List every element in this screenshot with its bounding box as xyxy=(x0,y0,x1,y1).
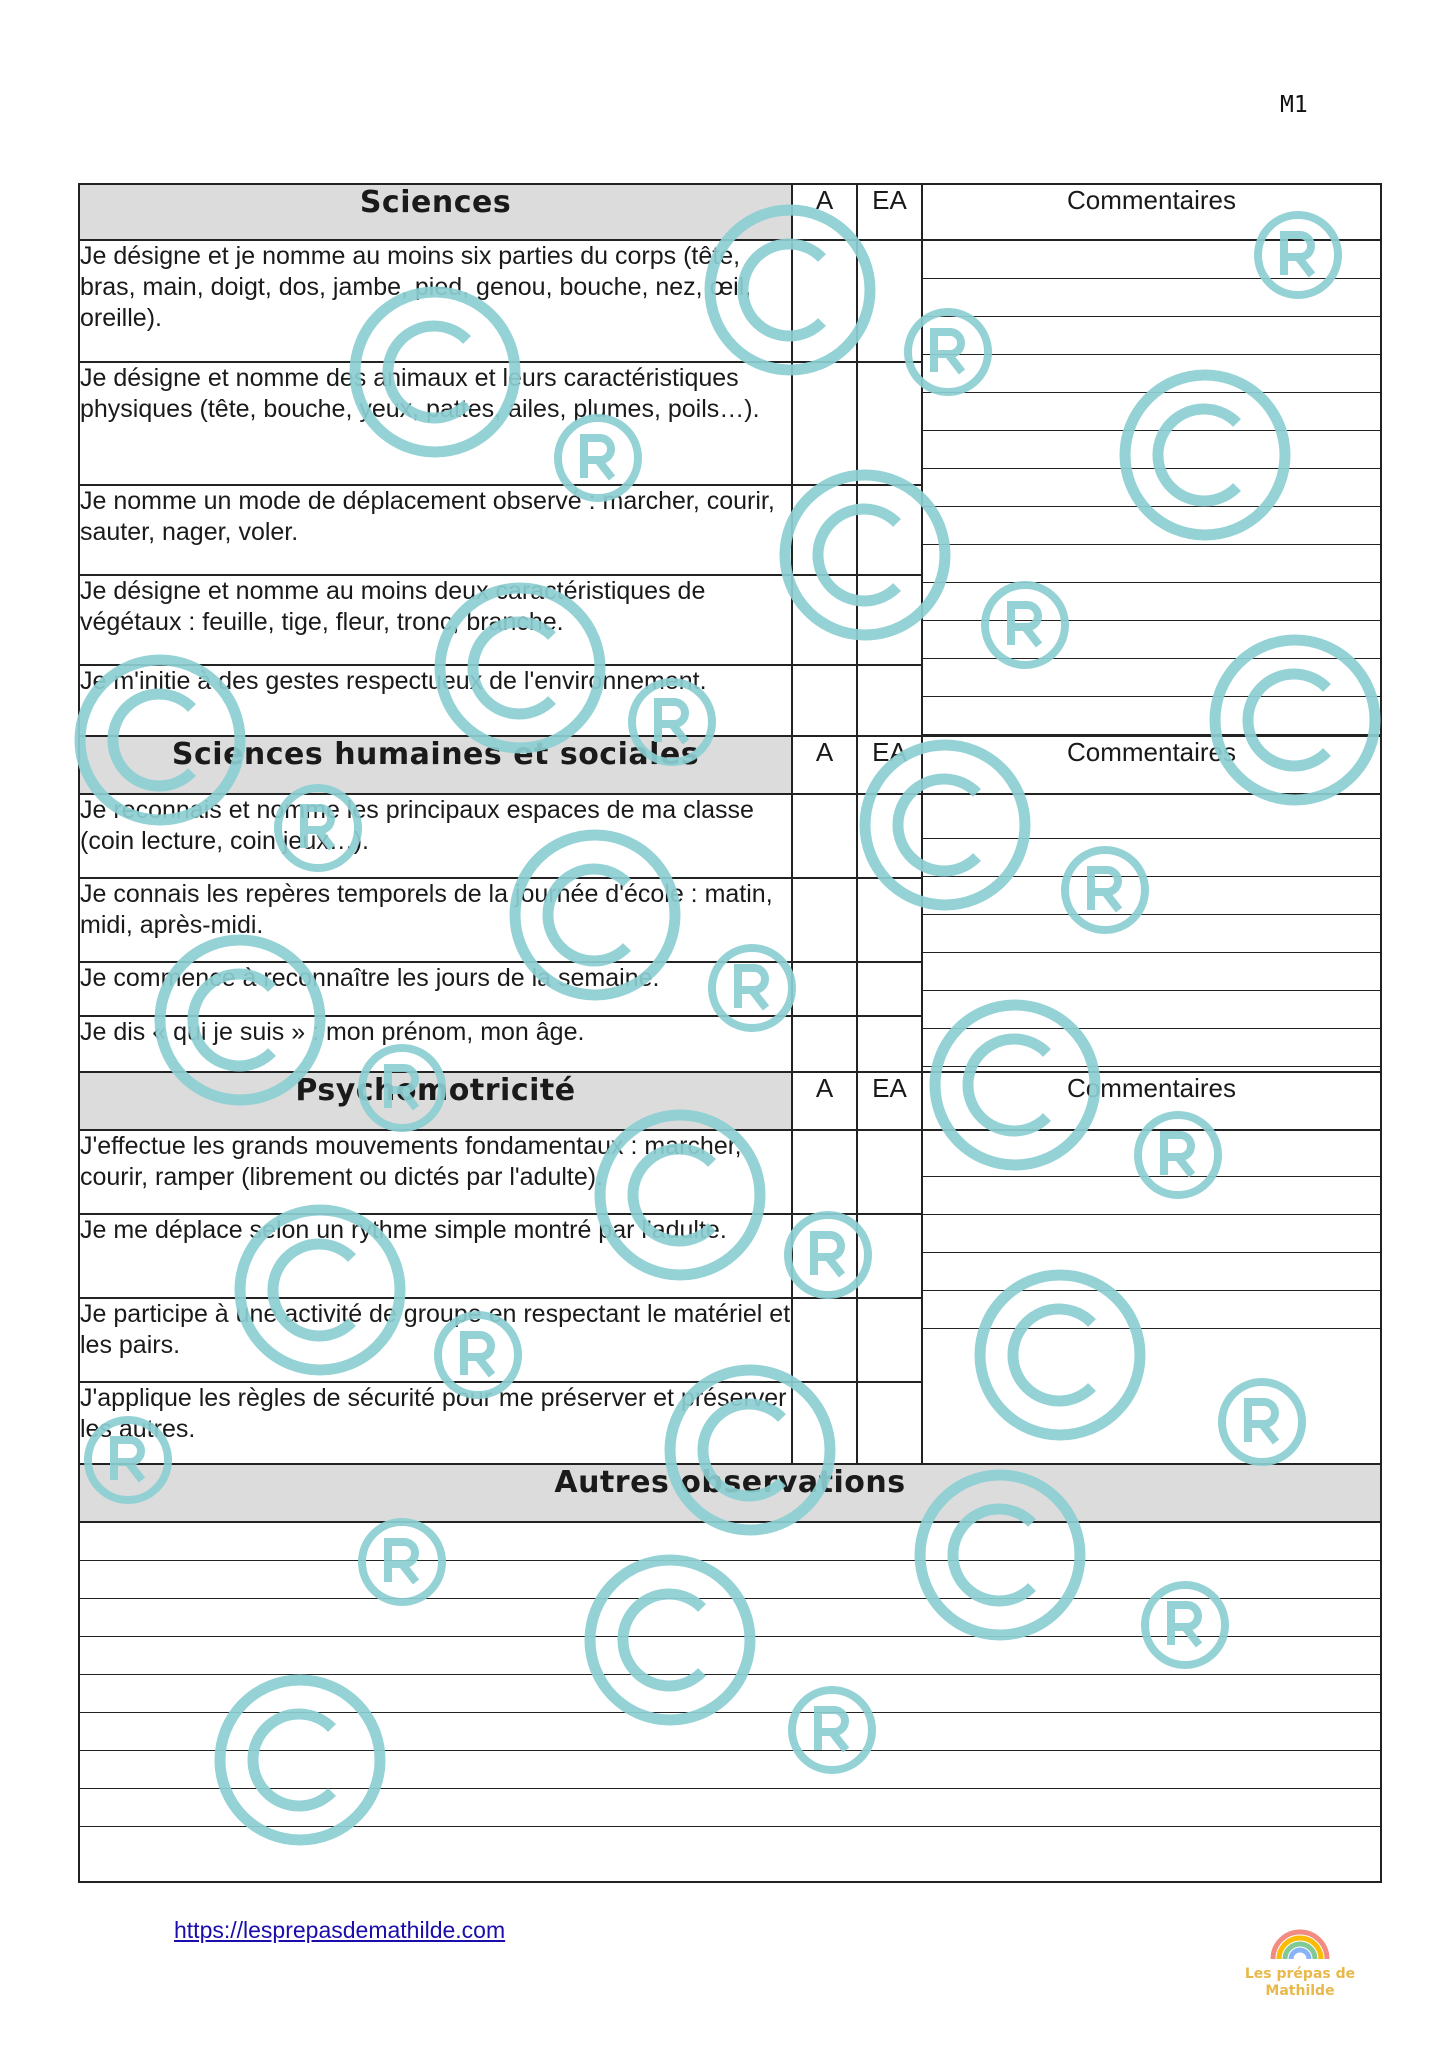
observations-area[interactable] xyxy=(79,1522,1381,1882)
box-a[interactable] xyxy=(792,1214,857,1298)
column-ea-header: EA xyxy=(857,184,922,240)
column-a-header: A xyxy=(792,1072,857,1130)
website-link[interactable]: https://lesprepasdemathilde.com xyxy=(174,1917,506,1943)
table-row xyxy=(79,1130,1381,1214)
comments-header: Commentaires xyxy=(922,184,1381,240)
box-ea[interactable] xyxy=(857,665,922,736)
section-title-social-sciences: Sciences humaines et sociales xyxy=(79,736,792,794)
box-ea[interactable] xyxy=(857,1016,922,1072)
box-a[interactable] xyxy=(792,1016,857,1072)
box-ea[interactable] xyxy=(857,1214,922,1298)
criterion-text: Je désigne et nomme au moins deux caractéristiques de végétaux : feuille, tige, fleur, tronc, branche. xyxy=(79,575,792,665)
box-a[interactable] xyxy=(792,485,857,575)
evaluation-table xyxy=(78,183,1382,1883)
section-title-psychomotor: Psychomotricité xyxy=(79,1072,792,1130)
logo-text: Les prépas de Mathilde xyxy=(1244,1966,1356,1999)
criterion-text: J'applique les règles de sécurité pour me préserver et préserver les autres. xyxy=(79,1382,792,1464)
box-ea[interactable] xyxy=(857,878,922,962)
criterion-text: Je participe à une activité de groupe en respectant le matériel et les pairs. xyxy=(79,1298,792,1382)
section-title-sciences: Sciences xyxy=(79,184,792,240)
column-ea-header: EA xyxy=(857,1072,922,1130)
box-a[interactable] xyxy=(792,665,857,736)
box-ea[interactable] xyxy=(857,794,922,878)
box-a[interactable] xyxy=(792,575,857,665)
comments-area[interactable] xyxy=(922,1130,1381,1464)
criterion-text: Je connais les repères temporels de la journée d'école : matin, midi, après-midi. xyxy=(79,878,792,962)
box-ea[interactable] xyxy=(857,485,922,575)
section-header-row xyxy=(79,736,1381,794)
box-ea[interactable] xyxy=(857,962,922,1016)
box-a[interactable] xyxy=(792,1298,857,1382)
criterion-text: Je nomme un mode de déplacement observé : marcher, courir, sauter, nager, voler. xyxy=(79,485,792,575)
section-header-row xyxy=(79,1072,1381,1130)
comments-area[interactable] xyxy=(922,794,1381,1072)
box-a[interactable] xyxy=(792,962,857,1016)
box-a[interactable] xyxy=(792,1130,857,1214)
observations-title: Autres observations xyxy=(79,1464,1381,1522)
criterion-text: Je désigne et je nomme au moins six parties du corps (tête, bras, main, doigt, dos, jambe, pied, genou, bouche, nez, œil, oreille). xyxy=(79,240,792,362)
comments-area[interactable] xyxy=(922,240,1381,736)
observations-row xyxy=(79,1522,1381,1882)
criterion-text: Je commence à reconnaître les jours de la semaine. xyxy=(79,962,792,1016)
column-ea-header: EA xyxy=(857,736,922,794)
column-a-header: A xyxy=(792,736,857,794)
criterion-text: Je me déplace selon un rythme simple montré par l'adulte. xyxy=(79,1214,792,1298)
box-a[interactable] xyxy=(792,878,857,962)
comments-header: Commentaires xyxy=(922,736,1381,794)
criterion-text: J'effectue les grands mouvements fondamentaux : marcher, courir, ramper (librement ou dictés par l'adulte). xyxy=(79,1130,792,1214)
observations-header-row xyxy=(79,1464,1381,1522)
box-a[interactable] xyxy=(792,794,857,878)
brand-logo xyxy=(1240,1925,1360,2005)
column-a-header: A xyxy=(792,184,857,240)
box-a[interactable] xyxy=(792,1382,857,1464)
criterion-text: Je désigne et nomme des animaux et leurs caractéristiques physiques (tête, bouche, yeux, pattes, ailes, plumes, poils…). xyxy=(79,362,792,484)
comments-header: Commentaires xyxy=(922,1072,1381,1130)
page-code: M1 xyxy=(1280,92,1308,118)
table-row xyxy=(79,240,1381,362)
criterion-text: Je reconnais et nomme les principaux espaces de ma classe (coin lecture, coin jeux…). xyxy=(79,794,792,878)
box-ea[interactable] xyxy=(857,1298,922,1382)
box-a[interactable] xyxy=(792,240,857,362)
table-row xyxy=(79,794,1381,878)
box-ea[interactable] xyxy=(857,240,922,362)
rainbow-icon xyxy=(1265,1925,1335,1961)
box-ea[interactable] xyxy=(857,575,922,665)
section-header-row xyxy=(79,184,1381,240)
criterion-text: Je m'initie à des gestes respectueux de l'environnement. xyxy=(79,665,792,736)
box-ea[interactable] xyxy=(857,1130,922,1214)
criterion-text: Je dis « qui je suis » : mon prénom, mon âge. xyxy=(79,1016,792,1072)
box-a[interactable] xyxy=(792,362,857,484)
box-ea[interactable] xyxy=(857,1382,922,1464)
box-ea[interactable] xyxy=(857,362,922,484)
